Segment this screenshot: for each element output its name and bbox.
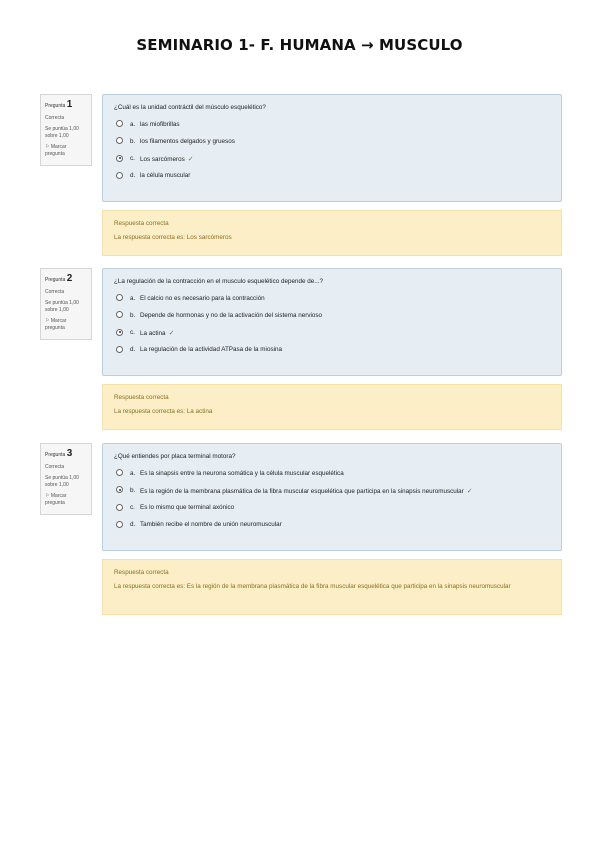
question-block-3 bbox=[40, 443, 562, 615]
question-info bbox=[40, 94, 92, 166]
question-score: Se puntúa 1,00 sobre 1,00 bbox=[45, 475, 79, 488]
feedback-box bbox=[102, 559, 562, 615]
answer-option-c[interactable] bbox=[114, 504, 551, 521]
question-label: Pregunta bbox=[45, 103, 66, 109]
feedback-title: Respuesta correcta bbox=[114, 220, 169, 227]
answer-option-b[interactable] bbox=[114, 137, 551, 154]
option-text: Es la sinapsis entre la neurona somática y la célula muscular esquelética bbox=[140, 469, 344, 477]
feedback-title: Respuesta correcta bbox=[114, 394, 169, 401]
radio-button[interactable] bbox=[116, 311, 123, 318]
question-text: ¿La regulación de la contracción en el musculo esquelético depende de...? bbox=[114, 278, 323, 285]
answer-option-a[interactable] bbox=[114, 294, 551, 311]
question-label: Pregunta bbox=[45, 452, 66, 458]
question-block-2 bbox=[40, 268, 562, 430]
question-text: ¿Qué entiendes por placa terminal motora? bbox=[114, 453, 236, 460]
question-info bbox=[40, 268, 92, 340]
answer-option-a[interactable] bbox=[114, 120, 551, 137]
question-label: Pregunta bbox=[45, 277, 66, 283]
option-letter: b. bbox=[130, 137, 136, 145]
option-text: La actina ✓ bbox=[140, 330, 175, 338]
flag-question-label: Marcar pregunta bbox=[45, 492, 67, 506]
feedback-text: La respuesta correcta es: La actina bbox=[114, 408, 213, 416]
option-text: los filamentos delgados y gruesos bbox=[140, 137, 235, 145]
feedback-title: Respuesta correcta bbox=[114, 569, 169, 576]
question-state: Correcta bbox=[45, 463, 65, 470]
radio-button[interactable] bbox=[116, 172, 123, 179]
option-text: Depende de hormonas y no de la activación del sistema nervioso bbox=[140, 311, 323, 319]
radio-button[interactable] bbox=[116, 137, 123, 144]
option-letter: d. bbox=[130, 346, 136, 354]
question-state: Correcta bbox=[45, 114, 65, 121]
option-text: También recibe el nombre de unión neuromuscular bbox=[140, 521, 282, 529]
question-score: Se puntúa 1,00 sobre 1,00 bbox=[45, 126, 79, 139]
feedback-text: La respuesta correcta es: Es la región de la membrana plasmática de la fibra muscular esquelética que participa en la sinapsis neuromuscular bbox=[114, 583, 511, 591]
question-content bbox=[102, 94, 562, 202]
option-text: Es la región de la membrana plasmática de la fibra muscular esquelética que participa en la sinapsis neuromuscular ✓ bbox=[140, 487, 473, 495]
option-letter: b. bbox=[130, 486, 136, 494]
answer-option-a[interactable] bbox=[114, 469, 551, 486]
radio-button[interactable] bbox=[116, 469, 123, 476]
option-letter: c. bbox=[130, 329, 135, 337]
radio-button[interactable] bbox=[116, 346, 123, 353]
option-letter: c. bbox=[130, 504, 135, 512]
question-score: Se puntúa 1,00 sobre 1,00 bbox=[45, 300, 79, 313]
flag-icon: ⚐ bbox=[45, 492, 51, 499]
option-letter: a. bbox=[130, 294, 136, 302]
answer-option-b[interactable] bbox=[114, 311, 551, 328]
question-info bbox=[40, 443, 92, 515]
answer-option-d[interactable] bbox=[114, 172, 551, 189]
radio-button-selected[interactable] bbox=[116, 486, 123, 493]
question-number: 1 bbox=[66, 99, 73, 110]
question-state: Correcta bbox=[45, 288, 65, 295]
flag-question-link[interactable] bbox=[45, 493, 87, 507]
radio-button-selected[interactable] bbox=[116, 155, 123, 162]
option-text: Es lo mismo que terminal axónico bbox=[140, 504, 235, 512]
flag-icon: ⚐ bbox=[45, 317, 51, 324]
check-icon: ✓ bbox=[168, 330, 175, 338]
option-text: El calcio no es necesario para la contracción bbox=[140, 294, 265, 302]
question-number: 2 bbox=[66, 273, 73, 284]
answer-option-d[interactable] bbox=[114, 521, 551, 538]
page-title: SEMINARIO 1- F. HUMANA → MUSCULO bbox=[136, 36, 463, 54]
radio-button[interactable] bbox=[116, 294, 123, 301]
option-letter: d. bbox=[130, 172, 136, 180]
option-text: La regulación de la actividad ATPasa de la miosina bbox=[140, 346, 282, 354]
flag-question-label: Marcar pregunta bbox=[45, 143, 67, 157]
feedback-box bbox=[102, 210, 562, 256]
question-content bbox=[102, 268, 562, 376]
radio-button[interactable] bbox=[116, 504, 123, 511]
question-number: 3 bbox=[66, 448, 73, 459]
flag-question-link[interactable] bbox=[45, 144, 87, 158]
answer-option-b[interactable] bbox=[114, 486, 551, 503]
flag-icon: ⚐ bbox=[45, 143, 51, 150]
option-letter: c. bbox=[130, 155, 135, 163]
radio-button-selected[interactable] bbox=[116, 329, 123, 336]
question-text: ¿Cuál es la unidad contráctil del músculo esquelético? bbox=[114, 104, 266, 111]
flag-question-link[interactable] bbox=[45, 318, 87, 332]
radio-button[interactable] bbox=[116, 521, 123, 528]
check-icon: ✓ bbox=[187, 156, 194, 164]
answer-option-d[interactable] bbox=[114, 346, 551, 363]
option-letter: b. bbox=[130, 311, 136, 319]
check-icon: ✓ bbox=[466, 487, 473, 495]
option-letter: a. bbox=[130, 120, 136, 128]
option-letter: a. bbox=[130, 469, 136, 477]
option-letter: d. bbox=[130, 521, 136, 529]
feedback-box bbox=[102, 384, 562, 430]
option-text: Los sarcómeros ✓ bbox=[140, 156, 194, 164]
option-text: las miofibrillas bbox=[140, 120, 180, 128]
answer-option-c[interactable] bbox=[114, 329, 551, 346]
option-text: la célula muscular bbox=[140, 172, 191, 180]
question-content bbox=[102, 443, 562, 551]
radio-button[interactable] bbox=[116, 120, 123, 127]
answer-option-c[interactable] bbox=[114, 155, 551, 172]
question-block-1 bbox=[40, 94, 562, 256]
feedback-text: La respuesta correcta es: Los sarcómeros bbox=[114, 234, 232, 242]
flag-question-label: Marcar pregunta bbox=[45, 317, 67, 331]
